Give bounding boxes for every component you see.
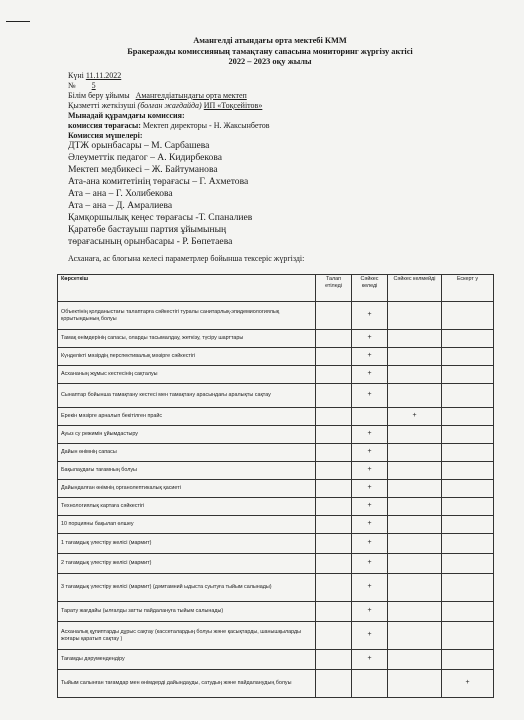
member-item: Қаратөбе бастауыш партия ұйымының	[68, 224, 227, 235]
mark-note	[442, 444, 494, 462]
mark-note: +	[442, 670, 494, 698]
mark-note	[442, 534, 494, 554]
mark-note	[442, 348, 494, 366]
document-header	[60, 36, 480, 68]
mark-noncompliant	[388, 366, 442, 384]
mark-compliant: +	[352, 302, 388, 330]
row-text: 3 тағамдық үлестіру желісі (мармит) (дәмтамний ыдыста суытуға тыйым салынады)	[58, 574, 316, 602]
mark-noncompliant	[388, 622, 442, 650]
table-row	[58, 462, 494, 480]
mark-compliant: +	[352, 426, 388, 444]
school-value: Амангелдіатындағы орта мектеп	[135, 91, 247, 100]
mark-required	[316, 366, 352, 384]
row-text: Ауыз су режимін ұйымдастыру	[58, 426, 316, 444]
table-row	[58, 650, 494, 670]
table-row	[58, 670, 494, 698]
row-text: Күнделікті мәзірдің перспективалық мәзірге сәйкестігі	[58, 348, 316, 366]
col-note: Ескерт у	[442, 275, 494, 302]
corner-dash	[6, 21, 30, 22]
mark-required	[316, 622, 352, 650]
number-line	[68, 81, 100, 91]
mark-required	[316, 444, 352, 462]
member-item: Әлеуметтік педагог – А. Кидирбекова	[68, 152, 222, 163]
mark-required	[316, 480, 352, 498]
mark-note	[442, 480, 494, 498]
provider-value: ИП «Тоқсейітов»	[203, 101, 263, 110]
mark-noncompliant	[388, 348, 442, 366]
mark-note	[442, 498, 494, 516]
table-row	[58, 534, 494, 554]
date-line	[68, 71, 121, 81]
provider-line	[68, 101, 262, 111]
member-item: Қамқоршылық кеңес төрағасы -Т. Спаналиев	[68, 212, 253, 223]
mark-required	[316, 330, 352, 348]
table-header-row	[58, 275, 494, 302]
mark-note	[442, 462, 494, 480]
row-text: 10 порцияны бақылап өлшеу	[58, 516, 316, 534]
mark-compliant: +	[352, 462, 388, 480]
col-required: Талап етіледі	[316, 275, 352, 302]
table-row	[58, 444, 494, 462]
table-row	[58, 384, 494, 408]
row-text: Технологиялық картаға сәйкестігі	[58, 498, 316, 516]
row-text: Тамақ өнімдерінің сапасы, оларды тасымалдау, жеткізу, түсіру шарттары	[58, 330, 316, 348]
mark-required	[316, 602, 352, 622]
row-text: Тыйым салынған тағамдар мен өнімдерді дайындауды, сатудың және пайдаланудың болуы	[58, 670, 316, 698]
mark-noncompliant	[388, 670, 442, 698]
mark-noncompliant	[388, 330, 442, 348]
row-text: 1 тағамдық үлестіру желісі (мармит)	[58, 534, 316, 554]
mark-compliant: +	[352, 516, 388, 534]
members-title: Комиссия мүшелері:	[68, 131, 143, 140]
row-text: Дайын өнімнің сапасы	[58, 444, 316, 462]
header-school: Амангелді атындағы орта мектебі КММ	[193, 36, 347, 45]
provider-label: Қызметті жеткізуші	[68, 101, 136, 110]
mark-required	[316, 516, 352, 534]
mark-required	[316, 302, 352, 330]
member-item: ДТЖ орынбасары – М. Сарбашева	[68, 140, 210, 151]
row-text: Асхананың жұмыс кестесінің сақталуы	[58, 366, 316, 384]
mark-note	[442, 554, 494, 574]
row-text: Бақылаудағы тағамның болуы	[58, 462, 316, 480]
commission-title: Мынадай құрамдағы комиссия:	[68, 111, 185, 120]
row-text: Тағамды дәрумендендіру	[58, 650, 316, 670]
member-item: Ата-ана комитетінің төрағасы – Г. Ахметова	[68, 176, 249, 187]
table-row	[58, 574, 494, 602]
table-row	[58, 480, 494, 498]
header-year: 2022 – 2023 оқу жылы	[228, 57, 312, 66]
table-row	[58, 622, 494, 650]
mark-compliant: +	[352, 498, 388, 516]
mark-noncompliant	[388, 650, 442, 670]
mark-noncompliant	[388, 462, 442, 480]
mark-noncompliant: +	[388, 408, 442, 426]
mark-noncompliant	[388, 498, 442, 516]
mark-compliant: +	[352, 650, 388, 670]
mark-required	[316, 574, 352, 602]
member-item: төрағасының орынбасары - Р. Бөпетаева	[68, 236, 233, 247]
table-row	[58, 366, 494, 384]
mark-note	[442, 426, 494, 444]
header-title: Бракеражды комиссияның тамақтану сапасына мониторинг жүргізу актісі	[127, 46, 413, 56]
row-text: Тарату жағдайы (ылғалды затты пайдалануға тыйым салынады)	[58, 602, 316, 622]
mark-compliant	[352, 408, 388, 426]
row-text: Асханалық құпиптарды дұрыс сақтау (кассеталардың болуы және қасықтарды, шанышқыларды жоғары қаратып сақтау )	[58, 622, 316, 650]
intro-text: Асханаға, ас блогына келесі параметрлер бойынша тексеріс жүргізді:	[68, 254, 305, 263]
mark-note	[442, 366, 494, 384]
mark-compliant	[352, 670, 388, 698]
mark-required	[316, 384, 352, 408]
mark-noncompliant	[388, 444, 442, 462]
mark-compliant: +	[352, 384, 388, 408]
table-row	[58, 330, 494, 348]
mark-note	[442, 384, 494, 408]
mark-required	[316, 670, 352, 698]
mark-compliant: +	[352, 330, 388, 348]
mark-noncompliant	[388, 480, 442, 498]
member-item: Ата – ана – Г. Холибекова	[68, 188, 173, 199]
mark-note	[442, 574, 494, 602]
mark-note	[442, 602, 494, 622]
table-row	[58, 602, 494, 622]
col-noncompliant: Сәйкес келмейді	[388, 275, 442, 302]
mark-noncompliant	[388, 602, 442, 622]
mark-compliant: +	[352, 480, 388, 498]
mark-noncompliant	[388, 554, 442, 574]
provider-note: (болған жағдайда)	[137, 101, 202, 110]
monitoring-table	[57, 274, 494, 698]
row-text: Дайындалған өнімнің органолептикалық қасиеті	[58, 480, 316, 498]
table-row	[58, 302, 494, 330]
table-row	[58, 516, 494, 534]
mark-noncompliant	[388, 516, 442, 534]
mark-compliant: +	[352, 444, 388, 462]
chair-line	[68, 121, 270, 131]
table-row	[58, 498, 494, 516]
row-text: 2 тағамдық үлестіру желісі (мармит)	[58, 554, 316, 574]
mark-compliant: +	[352, 366, 388, 384]
mark-required	[316, 534, 352, 554]
mark-note	[442, 330, 494, 348]
member-item: Мектеп медбикесі – Ж. Байтуманова	[68, 164, 218, 175]
member-item: Ата – ана – Д. Амралиева	[68, 200, 173, 211]
mark-compliant: +	[352, 622, 388, 650]
mark-note	[442, 650, 494, 670]
mark-required	[316, 498, 352, 516]
mark-compliant: +	[352, 534, 388, 554]
mark-compliant: +	[352, 348, 388, 366]
table-row	[58, 554, 494, 574]
date-label: Күні	[68, 71, 84, 80]
mark-required	[316, 348, 352, 366]
mark-note	[442, 622, 494, 650]
col-compliant: Сәйкес келеді	[352, 275, 388, 302]
mark-compliant: +	[352, 602, 388, 622]
mark-noncompliant	[388, 534, 442, 554]
mark-noncompliant	[388, 574, 442, 602]
school-label: Білім беру ұйымы	[68, 91, 130, 100]
mark-noncompliant	[388, 302, 442, 330]
col-indicator: Көрсеткіш	[58, 275, 316, 302]
mark-required	[316, 554, 352, 574]
row-text: Ерекін мәзірге арналып бекітілген прайс	[58, 408, 316, 426]
table-row	[58, 408, 494, 426]
number-value: 5	[91, 81, 96, 90]
mark-noncompliant	[388, 426, 442, 444]
chair-label: комиссия төрағасы:	[68, 121, 141, 130]
mark-note	[442, 408, 494, 426]
chair-value: Мектеп директоры - Н. Жаксынбетов	[142, 121, 270, 130]
mark-compliant: +	[352, 554, 388, 574]
table-row	[58, 426, 494, 444]
mark-required	[316, 426, 352, 444]
mark-compliant: +	[352, 574, 388, 602]
row-text: Объектінің қолданыстағы талаптарға сәйкестігі туралы санитарлық-эпидемиологиялық қорытындының болуы	[58, 302, 316, 330]
number-label: №	[68, 81, 76, 90]
mark-required	[316, 650, 352, 670]
mark-required	[316, 462, 352, 480]
school-line	[68, 91, 247, 101]
mark-required	[316, 408, 352, 426]
mark-noncompliant	[388, 384, 442, 408]
table-row	[58, 348, 494, 366]
mark-note	[442, 302, 494, 330]
date-value: 11.11.2022	[85, 71, 122, 80]
mark-note	[442, 516, 494, 534]
row-text: Сынаптар бойынша тамақтану кестесі мен тамақтану арасындағы аралықты сақтау	[58, 384, 316, 408]
